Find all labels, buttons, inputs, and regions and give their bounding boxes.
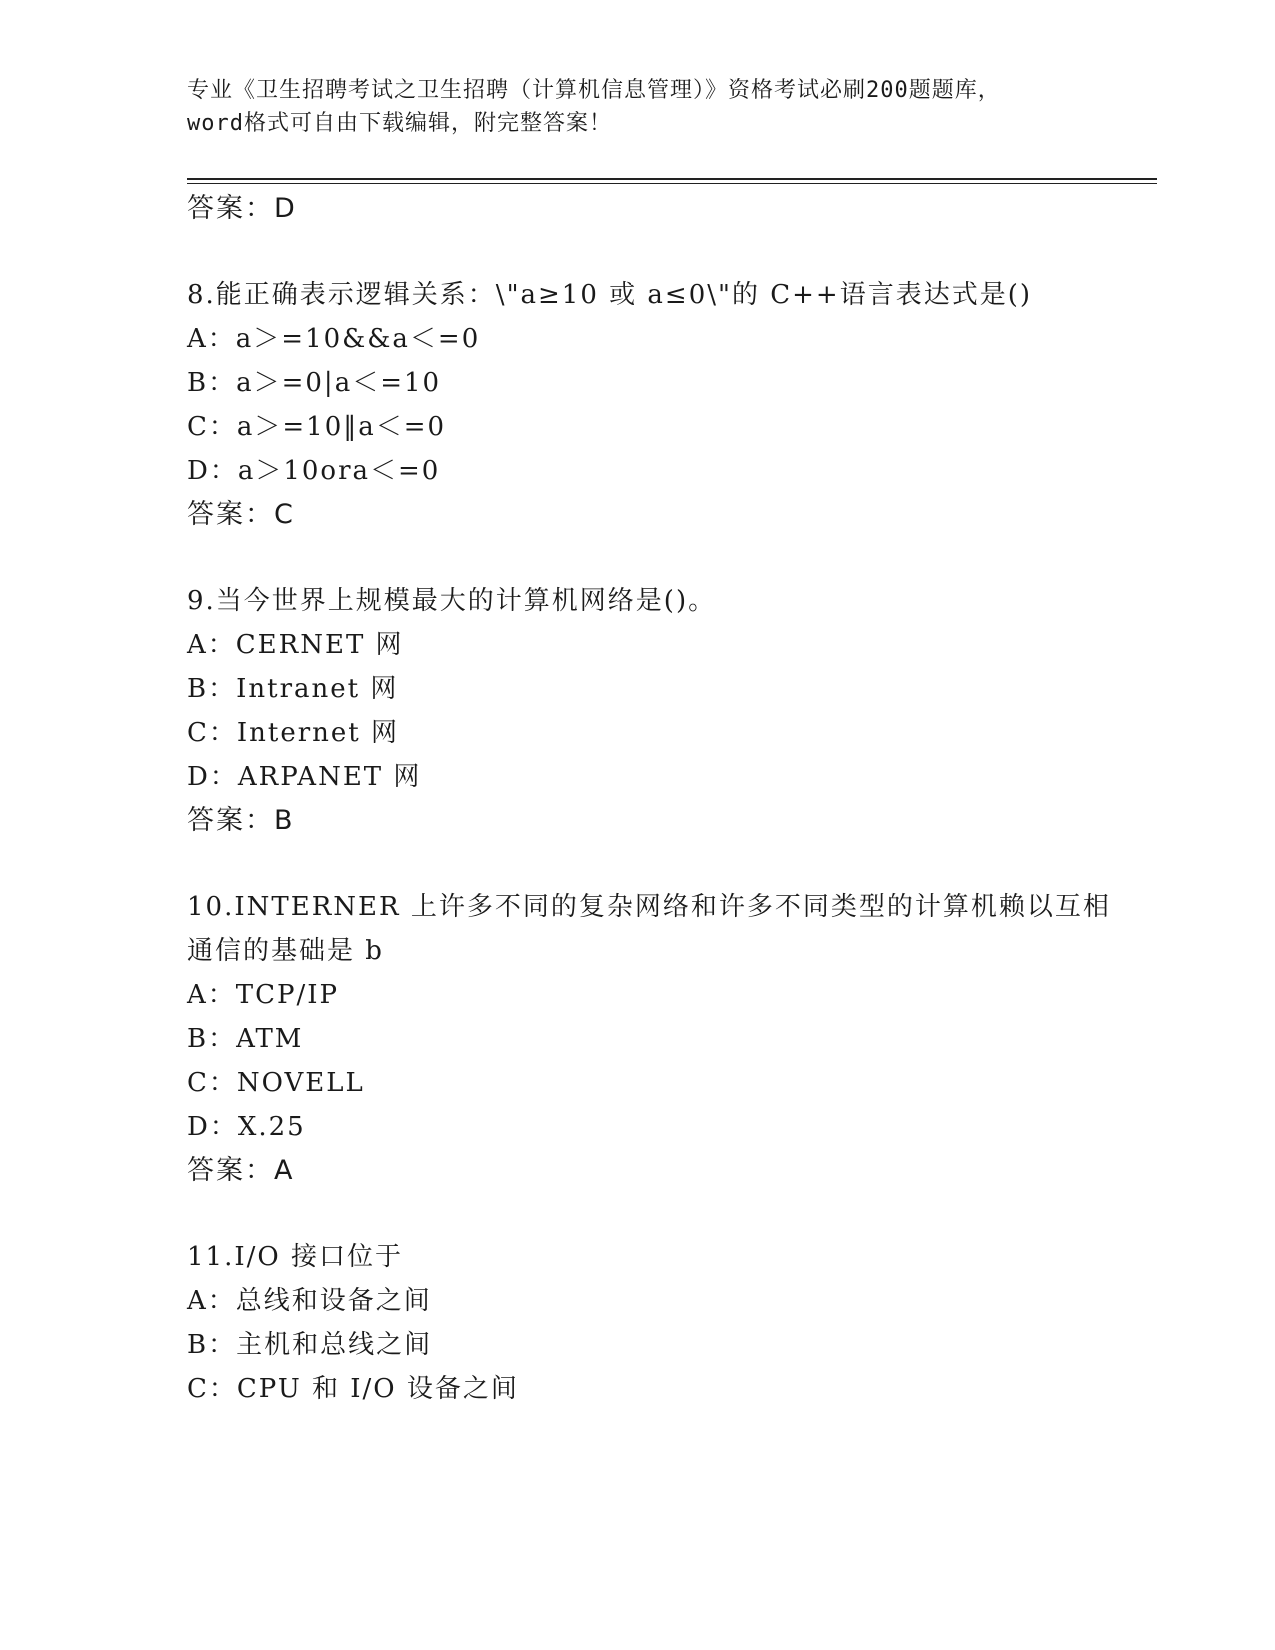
document-header — [187, 74, 1087, 140]
question-9-option-a: A：CERNET 网 — [187, 630, 404, 660]
question-10-option-d: D：X.25 — [187, 1112, 306, 1142]
header-title-line2: word格式可自由下载编辑，附完整答案！ — [187, 111, 612, 136]
question-10-stem-line2: 通信的基础是 b — [187, 936, 384, 966]
header-divider-thick — [187, 178, 1157, 180]
question-9-answer: 答案：B — [187, 805, 295, 836]
question-11-option-a: A：总线和设备之间 — [187, 1286, 432, 1316]
question-11-option-b: B：主机和总线之间 — [187, 1330, 433, 1360]
question-8-answer: 答案：C — [187, 499, 295, 530]
question-10-answer: 答案：A — [187, 1155, 295, 1186]
question-10-option-c: C：NOVELL — [187, 1068, 365, 1098]
question-11-option-c: C：CPU 和 I/O 设备之间 — [187, 1374, 519, 1404]
question-9-option-d: D：ARPANET 网 — [187, 762, 422, 792]
previous-answer: 答案：D — [187, 193, 297, 224]
question-8-option-d: D：a＞10ora＜=0 — [187, 456, 441, 486]
question-8-option-a: A：a＞=10&&a＜=0 — [187, 324, 481, 354]
question-10-stem-line1: 10.INTERNER 上许多不同的复杂网络和许多不同类型的计算机赖以互相 — [187, 892, 1111, 922]
question-8-option-c: C：a＞=10‖a＜=0 — [187, 412, 447, 442]
question-9-stem: 9.当今世界上规模最大的计算机网络是()。 — [187, 586, 717, 616]
question-10-option-a: A：TCP/IP — [187, 980, 340, 1010]
header-divider-thin — [187, 183, 1157, 184]
question-8-stem: 8.能正确表示逻辑关系：\"a≥10 或 a≤0\"的 C++语言表达式是() — [187, 280, 1032, 310]
question-9-option-c: C：Internet 网 — [187, 718, 400, 748]
question-8-option-b: B：a＞=0|a＜=10 — [187, 368, 442, 398]
question-11-stem: 11.I/O 接口位于 — [187, 1242, 403, 1272]
question-9-option-b: B：Intranet 网 — [187, 674, 399, 704]
header-title-line1: 专业《卫生招聘考试之卫生招聘（计算机信息管理）》资格考试必刷200题题库， — [187, 78, 1001, 103]
question-10-option-b: B：ATM — [187, 1024, 304, 1054]
